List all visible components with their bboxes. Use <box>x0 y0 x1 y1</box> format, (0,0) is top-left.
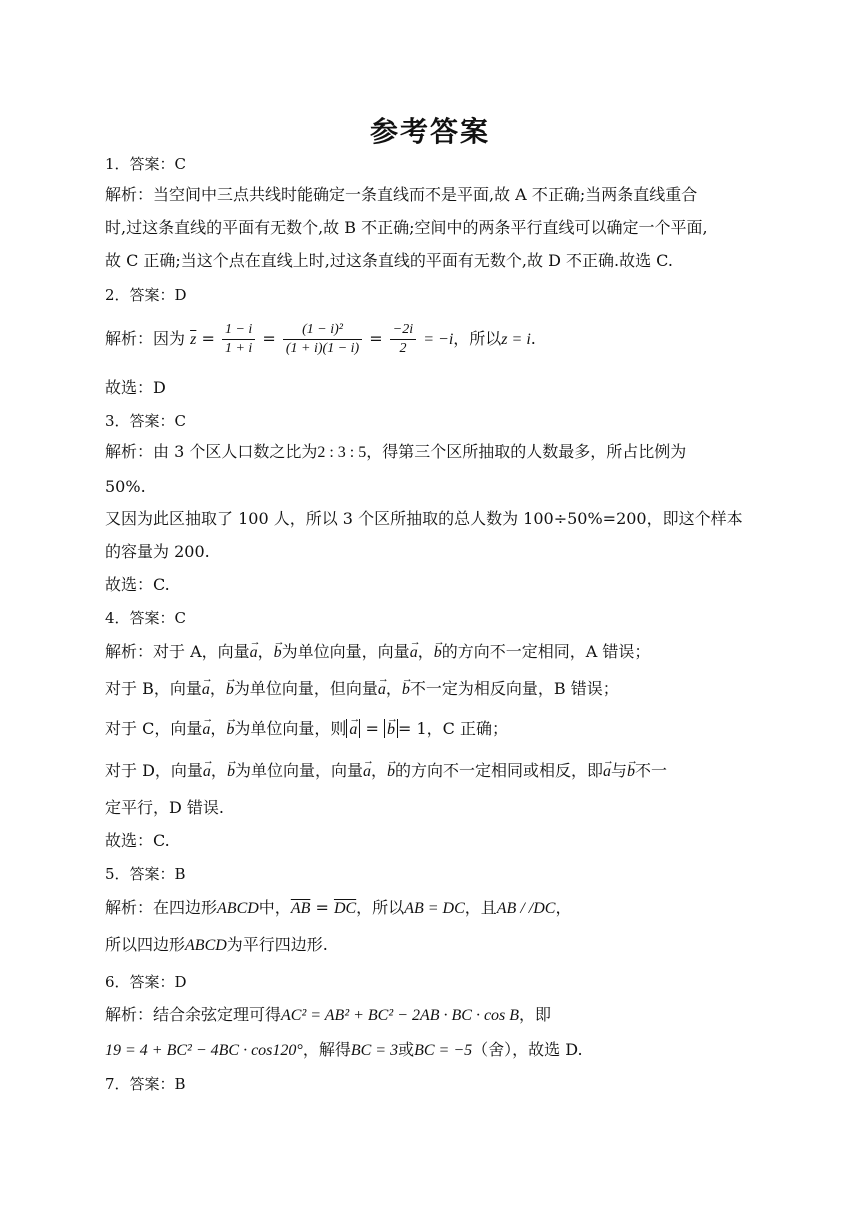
q7-answer: 7．答案：B <box>105 1075 186 1093</box>
q6-l2-math3: BC = −5 <box>414 1042 473 1059</box>
q2-f3-den: 2 <box>399 341 407 356</box>
q6-l2-math: 19 = 4 + BC² − 4BC · cos120° <box>105 1042 303 1059</box>
q5-eq: = <box>310 898 334 917</box>
q3-answer: 3．答案：C <box>105 412 187 430</box>
vector-b: → b <box>274 638 282 664</box>
q1-line1: 解析：当空间中三点共线时能确定一条直线而不是平面,故 A 不正确;当两条直线重合 <box>105 185 698 204</box>
q4-l4-text-f: 与 <box>610 761 627 780</box>
q5-vec-dc: $\overline{DC}$ <box>333 900 357 917</box>
q6-l2-math2: BC = 3 <box>350 1042 399 1059</box>
vector-a: → a <box>378 675 386 701</box>
abs-vector-b <box>384 719 398 738</box>
q2-zbar: $\overline{z}$ <box>190 331 197 348</box>
q2-f2-den: (1 + i)(1 − i) <box>285 341 360 356</box>
q2-eq2: = <box>262 329 276 348</box>
q4-l4-text-a: 对于 D，向量 <box>105 761 203 780</box>
q5-abcd-2: ABCD <box>185 937 227 954</box>
q4-l3-sep1: ， <box>210 719 227 738</box>
vector-b: → b <box>387 715 395 741</box>
vector-a: → a <box>349 715 357 741</box>
q2-result: = −i <box>423 331 454 348</box>
q5-l1-text-c: ，所以 <box>356 898 405 917</box>
q6-l2-text-a: ，解得 <box>302 1040 351 1059</box>
q5-line2 <box>105 934 755 957</box>
q2-conclusion-post: . <box>530 329 536 348</box>
q4-l2-text-c: 为单位向量，但向量 <box>233 679 378 698</box>
q5-vec-ab: $\overline{AB}$ <box>290 900 311 917</box>
q2-f1-num: 1 − i <box>222 321 255 340</box>
q5-l1-math2: AB / /DC <box>496 900 556 917</box>
q4-l2-text-a: 对于 B，向量 <box>105 679 202 698</box>
q4-l4-text-g: 不一 <box>635 761 668 780</box>
q2-f1-den: 1 + i <box>224 341 253 356</box>
vector-a: → a <box>250 638 258 664</box>
q1-line2: 时,过这条直线的平面有无数个,故 B 不正确;空间中的两条平行直线可以确定一个平面, <box>105 218 708 237</box>
q2-conclusion-pre: ，所以 <box>453 329 502 348</box>
q4-l4-sep1: ， <box>210 761 227 780</box>
q4-l2-sep2: ， <box>385 679 402 698</box>
q4-line2 <box>105 675 755 701</box>
q4-l4-sep2: ， <box>370 761 387 780</box>
q4-l1-sep2: ， <box>417 642 434 661</box>
q4-line5: 定平行，D 错误. <box>105 798 225 817</box>
q2-prefix: 解析：因为 <box>105 329 186 348</box>
q2-formula-line <box>105 316 755 366</box>
q5-l1-text-e: ， <box>555 898 572 917</box>
q5-l1-text-a: 解析：在四边形 <box>105 898 218 917</box>
q3-line3: 又因为此区抽取了 100 人，所以 3 个区所抽取的总人数为 100÷50%=200，即这个样本 <box>105 509 743 528</box>
abs-vector-a <box>346 719 360 738</box>
vector-b: → b <box>402 675 410 701</box>
q4-l1-text-c: 为单位向量，向量 <box>281 642 410 661</box>
q4-l1-text-a: 解析：对于 A，向量 <box>105 642 250 661</box>
q2-answer: 2．答案：D <box>105 286 187 304</box>
q5-l1-text-d: ，且 <box>464 898 497 917</box>
q4-l2-text-e: 不一定为相反向量，B 错误； <box>409 679 619 698</box>
vector-b: → b <box>226 675 234 701</box>
q2-f3-num: −2i <box>390 321 416 340</box>
vector-b: → b <box>226 715 234 741</box>
q4-l1-sep1: ， <box>257 642 274 661</box>
vector-a: → a <box>202 715 210 741</box>
q4-line4 <box>105 757 755 783</box>
q5-l1-math: AB = DC <box>404 900 465 917</box>
vector-a: → a <box>202 675 210 701</box>
q3-ratio: 2 : 3 : 5 <box>317 444 367 461</box>
q5-l2-text-b: 为平行四边形. <box>226 935 328 954</box>
q3-line4: 的容量为 200. <box>105 542 210 561</box>
q4-l3-text-a: 对于 C，向量 <box>105 719 203 738</box>
vector-a: → a <box>603 757 611 783</box>
q2-fraction-2 <box>283 321 362 358</box>
q4-l1-text-e: 的方向不一定相同，A 错误； <box>441 642 651 661</box>
q3-l1-post: ，得第三个区所抽取的人数最多，所占比例为 <box>366 442 687 461</box>
q4-choice: 故选：C. <box>105 831 170 850</box>
q6-l2-text-b: 或 <box>398 1040 415 1059</box>
q4-l2-sep1: ， <box>209 679 226 698</box>
q5-l2-text-a: 所以四边形 <box>105 935 186 954</box>
q6-l2-text-c: （舍），故选 D. <box>472 1040 583 1059</box>
vector-a: → a <box>203 757 211 783</box>
q4-line1 <box>105 638 755 664</box>
q6-line2 <box>105 1039 755 1062</box>
page-title: 参考答案 <box>369 115 490 148</box>
q2-f2-num: (1 − i)² <box>283 321 362 340</box>
q2-eq1: = <box>201 329 215 348</box>
q4-l4-text-e: 的方向不一定相同或相反，即 <box>394 761 603 780</box>
q4-l3-math: = 1 <box>397 719 427 738</box>
q3-l1-pre: 解析：由 3 个区人口数之比为 <box>105 442 318 461</box>
q3-line1 <box>105 441 755 464</box>
q5-answer: 5．答案：B <box>105 865 186 883</box>
q2-fraction-3 <box>390 321 416 358</box>
q4-l3-text-e: ，C 正确； <box>426 719 508 738</box>
q5-line1 <box>105 897 755 923</box>
q4-line3: 对于 C，向量→ a，→ b为单位向量，则 → a = → b = 1，C 正确； <box>105 715 755 741</box>
q6-answer: 6．答案：D <box>105 973 187 991</box>
q4-answer: 4．答案：C <box>105 609 187 627</box>
vector-b: → b <box>627 757 635 783</box>
q6-l1-text-b: ，即 <box>519 1005 552 1024</box>
q2-eq3: = <box>369 329 383 348</box>
q2-choice: 故选：D <box>105 378 166 397</box>
q1-line3: 故 C 正确;当这个点在直线上时,过这条直线的平面有无数个,故 D 不正确.故选 C. <box>105 251 673 270</box>
vector-b: → b <box>434 638 442 664</box>
vector-a: → a <box>363 757 371 783</box>
vector-a: → a <box>410 638 418 664</box>
q5-abcd: ABCD <box>217 900 259 917</box>
q2-fraction-1 <box>222 321 255 358</box>
q6-l1-math: AC² = AB² + BC² − 2AB · BC · cos B <box>281 1007 520 1024</box>
q2-conclusion-math: z = i <box>501 331 531 348</box>
q4-l4-text-c: 为单位向量，向量 <box>234 761 363 780</box>
vector-b: → b <box>387 757 395 783</box>
vector-b: → b <box>227 757 235 783</box>
q3-choice: 故选：C. <box>105 575 170 594</box>
q1-answer: 1．答案：C <box>105 155 187 173</box>
q3-line2: 50%. <box>105 477 146 496</box>
q4-l3-text-c: 为单位向量，则 <box>234 719 347 738</box>
q6-l1-text-a: 解析：结合余弦定理可得 <box>105 1005 282 1024</box>
q5-l1-text-b: 中， <box>258 898 291 917</box>
q6-line1 <box>105 1004 755 1027</box>
